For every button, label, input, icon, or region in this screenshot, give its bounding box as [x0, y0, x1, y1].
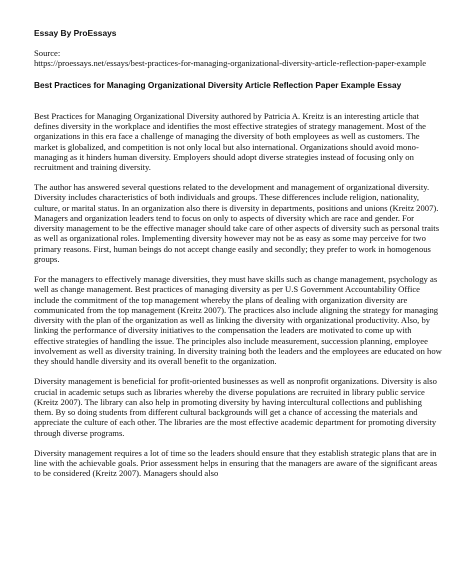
source-label: Source: — [34, 48, 61, 58]
paragraph: Best Practices for Managing Organizational Diversity authored by Patricia A. Kreitz is an interesting article that defines diversity in the workplace and identifies the most effective strategies of strategy management. Most of the organizations in this era face a challenge of managing the diversity of both employees as well as customers. The market is globalized, and competition is not only local but also international. Organizations should avoid mono-managing as it hinders human diversity. Employers should adopt diverse strategies instead of focusing only on recruitment and training diversity. — [34, 110, 426, 173]
source-url[interactable]: https://proessays.net/essays/best-practices-for-managing-organizational-diversity-article-reflection-paper-example — [34, 58, 427, 69]
paragraph: The author has answered several questions related to the development and management of organizational diversity. Diversity includes characteristics of both individuals and groups. These differences include religion, nationality, culture, or marital status. In an organization also there is diversity in departments, positions and unions (Kreitz 2007). Managers and organization leaders tend to focus on only to aspects of diversity which are race and gender. For diversity management to be the effective manager should take care of other aspects of diversity such as personal traits as well as organizational roles. Implementing diversity however may not be as easy as some may perceive for two primary reasons. First, human beings do not accept change easily and secondly; they prefer to work in homogenous groups. — [34, 181, 440, 265]
paragraph: Diversity management is beneficial for profit-oriented businesses as well as nonprofit organizations. Diversity is also crucial in academic setups such as libraries whereby the diverse populations are recruited in library public service (Kreitz 2007). The library can also help in promoting diversity by having intercultural collections and publishing them. By so doing students from different cultural backgrounds will get a chance of accessing the materials and appreciate the culture of each other. The libraries are the most effective academic department for promoting diversity through diverse programs. — [34, 376, 437, 438]
paragraph: For the managers to effectively manage diversities, they must have skills such as change management, psychology as well as change management. Best practices of managing diversity as per U.S Government Accountability Office include the commitment of the top management whereby the plans of dealing with organization diversity are communicated from the top management (Kreitz 2007). The practices also include aligning the strategy for managing diversity with the plan of the organization as well as linking the diversity with organizational productivity. Also, by linking the performance of diversity initiatives to the compensation the leaders are motivated to come up with effective strategies of handling the issue. The principles also include measurement, succession planning, employee involvement as well as diversity training. In diversity training both the leaders and the employees are educated on how they should handle diversity and its overall benefit to the organization. — [34, 273, 442, 367]
site-title: Essay By ProEssays — [34, 28, 117, 38]
source-block — [34, 48, 442, 68]
paragraph: Diversity management requires a lot of time so the leaders should ensure that they establish strategic plans that are in line with the achievable goals. Prior assessment helps in ensuring that the managers are aware of the significant areas to be considered (Kreitz 2007). Managers should also — [34, 447, 438, 479]
document-title: Best Practices for Managing Organizational Diversity Article Reflection Paper Example Essay — [34, 80, 402, 91]
document-content — [34, 28, 442, 488]
document-body — [34, 111, 442, 479]
